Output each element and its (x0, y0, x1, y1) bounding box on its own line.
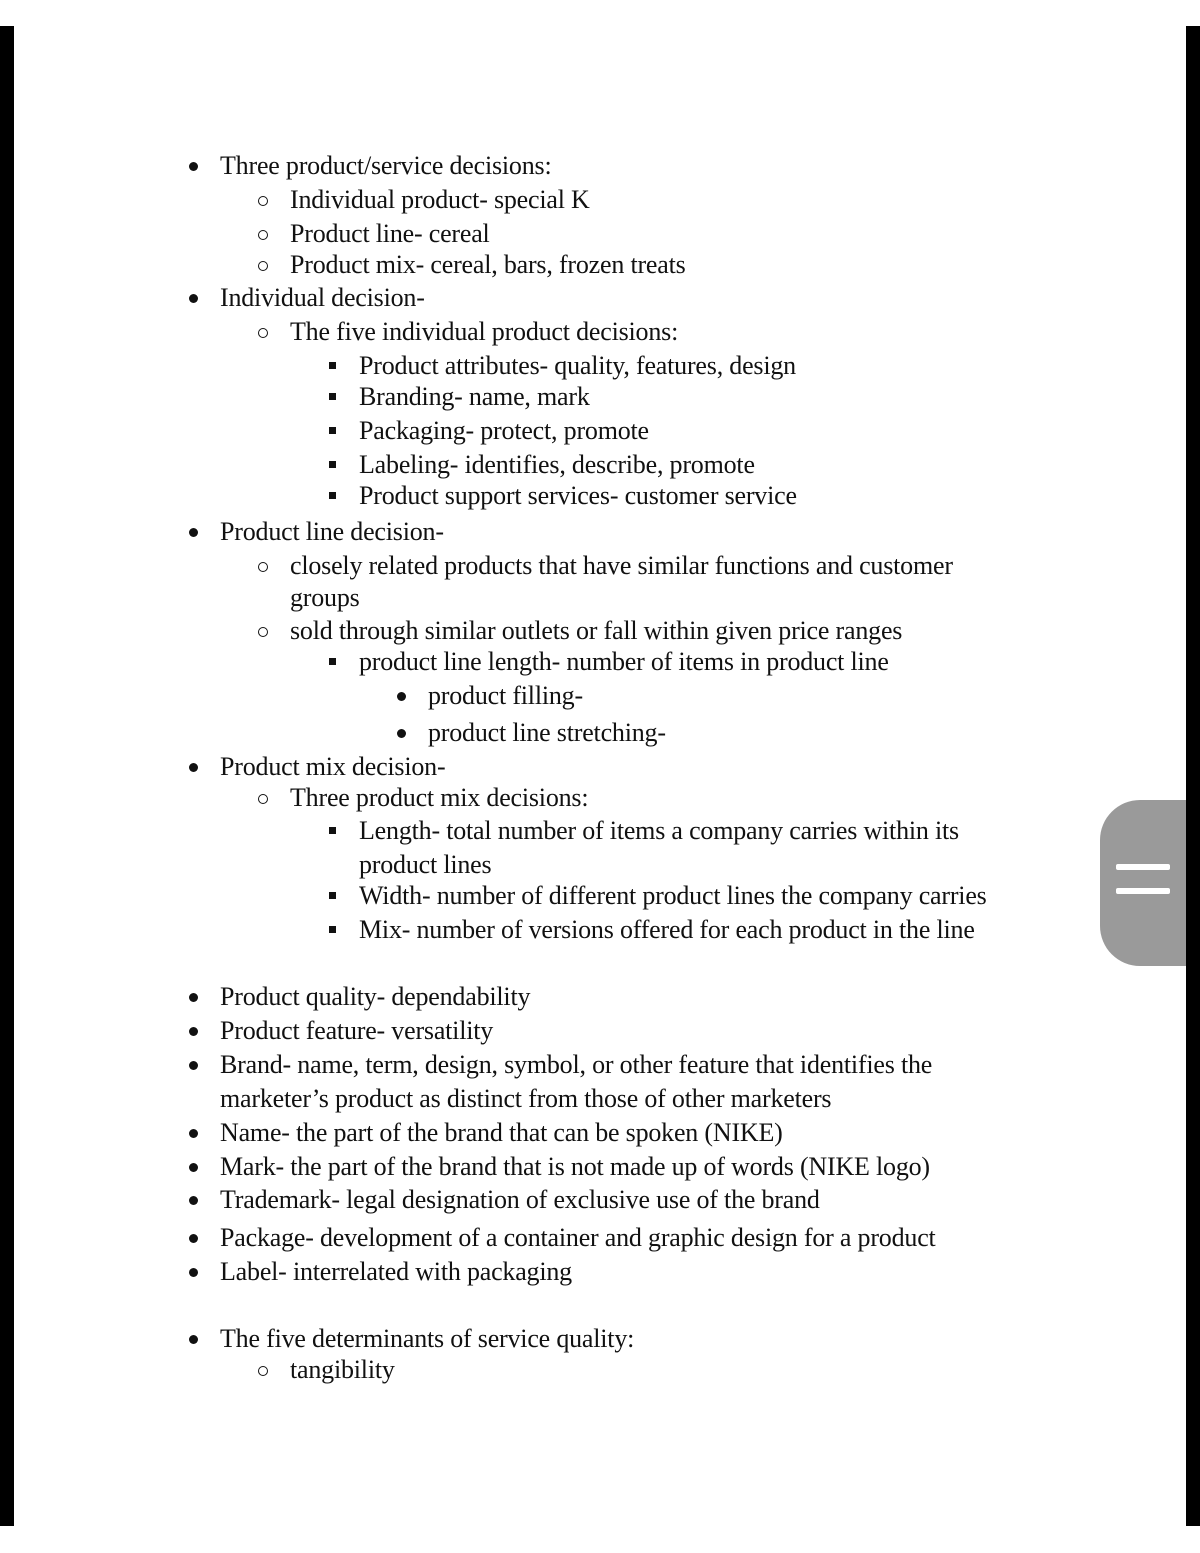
list-item (220, 1151, 930, 1183)
list-item (290, 615, 902, 647)
list-item (359, 880, 987, 912)
list-item-text: Trademark- legal designation of exclusive use of the brand (220, 1185, 820, 1214)
list-item (220, 1222, 936, 1254)
list-item-text: Name- the part of the brand that can be spoken (NIKE) (220, 1118, 783, 1147)
list-item (428, 680, 583, 712)
list-item (220, 516, 444, 548)
list-item (359, 350, 796, 382)
list-item-text: Length- total number of items a company carries within its (359, 816, 959, 845)
list-item (220, 1117, 783, 1149)
list-item-text: product line stretching- (428, 718, 666, 747)
list-item-text: Product attributes- quality, features, design (359, 351, 796, 380)
list-item-text: Mark- the part of the brand that is not made up of words (NIKE logo) (220, 1152, 930, 1181)
list-item-text: Product mix decision- (220, 752, 446, 781)
list-item (220, 1184, 820, 1216)
list-item-text: The five individual product decisions: (290, 317, 679, 346)
list-item-text: Individual product- special K (290, 185, 590, 214)
list-item (359, 914, 975, 946)
list-item-text: Product line decision- (220, 517, 444, 546)
list-item (290, 218, 490, 250)
list-item (220, 1015, 493, 1047)
list-item-text: Product mix- cereal, bars, frozen treats (290, 250, 686, 279)
list-item-text: product line length- number of items in product line (359, 647, 889, 676)
list-item (220, 981, 530, 1013)
list-item-text: Product line- cereal (290, 219, 490, 248)
list-item (359, 815, 959, 847)
list-item (290, 1354, 395, 1386)
list-item (290, 184, 590, 216)
list-item-text: Label- interrelated with packaging (220, 1257, 572, 1286)
list-item-text: Packaging- protect, promote (359, 416, 649, 445)
list-item-text: product lines (359, 850, 492, 879)
list-item (220, 1049, 932, 1081)
list-item-text: marketer’s product as distinct from those of other marketers (220, 1084, 832, 1113)
list-item-text: Brand- name, term, design, symbol, or other feature that identifies the (220, 1050, 933, 1079)
document-page (14, 0, 1186, 1553)
list-item-text: Three product/service decisions: (220, 151, 552, 180)
list-item-text: closely related products that have similar functions and customer (290, 551, 953, 580)
list-item-text: Mix- number of versions offered for each product in the line (359, 915, 975, 944)
list-item (290, 316, 678, 348)
list-item (220, 282, 425, 314)
list-item (220, 1256, 572, 1288)
list-item (290, 782, 588, 814)
list-item-text: sold through similar outlets or fall within given price ranges (290, 616, 903, 645)
scroll-drag-handle[interactable] (1100, 800, 1186, 966)
list-item (359, 449, 755, 481)
list-item-text: Three product mix decisions: (290, 783, 589, 812)
list-item (359, 646, 889, 678)
list-item-continuation (359, 849, 491, 881)
list-item-text: Individual decision- (220, 283, 425, 312)
drag-handle-bar (1116, 864, 1170, 870)
list-item-text: tangibility (290, 1355, 395, 1384)
list-item (359, 415, 649, 447)
list-item (428, 717, 666, 749)
list-item (290, 249, 686, 281)
list-item (290, 550, 953, 582)
list-item (220, 1323, 634, 1355)
list-item-text: product filling- (428, 681, 583, 710)
list-item (220, 751, 445, 783)
right-screen-edge (1186, 26, 1200, 1526)
list-item-text: Product feature- versatility (220, 1016, 494, 1045)
list-item-text: Product support services- customer service (359, 481, 797, 510)
list-item-text: Product quality- dependability (220, 982, 531, 1011)
list-item-text: groups (290, 583, 360, 612)
list-item (359, 381, 590, 413)
list-item (359, 480, 797, 512)
list-item-text: Package- development of a container and graphic design for a product (220, 1223, 936, 1252)
left-screen-edge (0, 26, 14, 1526)
list-item-text: Labeling- identifies, describe, promote (359, 450, 755, 479)
list-item-text: The five determinants of service quality: (220, 1324, 635, 1353)
list-item-continuation (220, 1083, 831, 1115)
list-item-continuation (290, 582, 360, 614)
list-item-text: Branding- name, mark (359, 382, 590, 411)
drag-handle-bar (1116, 888, 1170, 894)
list-item (220, 150, 551, 182)
list-item-text: Width- number of different product lines the company carries (359, 881, 987, 910)
